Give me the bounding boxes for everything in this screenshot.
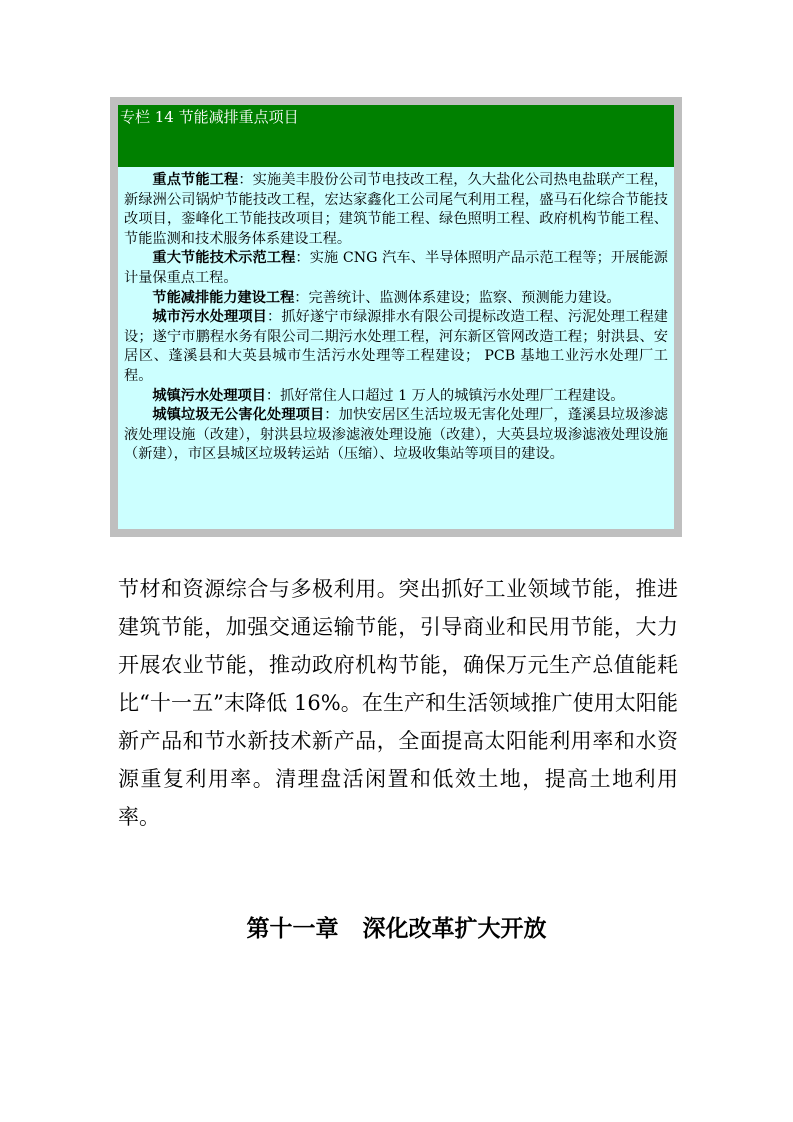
feature-item [124, 406, 668, 465]
feature-item-head: 重点节能工程 [152, 172, 239, 188]
feature-box [110, 97, 682, 537]
chapter-heading: 第十一章 深化改革扩大开放 [246, 916, 547, 942]
body-paragraph: 节材和资源综合与多极利用。突出抓好工业领域节能，推进建筑节能，加强交通运输节能，引导商业和民用节能，大力开展农业节能，推动政府机构节能，确保万元生产总值能耗比“十一五”末降低 16%。在生产和生活领域推广使用太阳能新产品和节水新技术新产品，全面提高太阳能利用率和水资源重复利用率。清理盘活闲置和低效土地，提高土地利用率。 [118, 577, 678, 829]
feature-item-head: 城市污水处理项目 [152, 309, 267, 326]
feature-item-text: ：实施 CNG 汽车、半导体照明产品示范工程等；开展能源计量保重点工程。 [124, 250, 668, 286]
feature-item-text: ：抓好遂宁市绿源排水有限公司提标改造工程、污泥处理工程建设；遂宁市鹏程水务有限公司二期污水处理工程，河东新区管网改造工程；射洪县、安居区、蓬溪县和大英县城市生活污水处理等工程建设； PCB 基地工业污水处理厂工程。 [124, 309, 668, 384]
feature-item-head: 城镇污水处理项目 [152, 387, 266, 404]
feature-item-text: ：抓好常住人口超过 1 万人的城镇污水处理厂工程建设。 [265, 387, 625, 404]
feature-item [124, 249, 668, 288]
feature-item-head: 节能减排能力建设工程 [152, 289, 295, 306]
feature-item [124, 171, 668, 249]
feature-box-title: 专栏 14 节能减排重点项目 [120, 108, 299, 126]
feature-item-text: ：实施美丰股份公司节电技改工程，久大盐化公司热电盐联产工程，新绿洲公司锅炉节能技改工程，宏达家鑫化工公司尾气利用工程，盛马石化综合节能技改项目，銮峰化工节能技改项目；建筑节能工程、绿色照明工程、政府机构节能工程、节能监测和技术服务体系建设工程。 [124, 172, 668, 247]
feature-item-head: 重大节能技术示范工程 [152, 250, 296, 267]
feature-item [124, 387, 668, 407]
feature-box-content [118, 105, 674, 529]
feature-item-text: ：完善统计、监测体系建设；监察、预测能力建设。 [294, 289, 621, 306]
feature-box-body [124, 171, 668, 465]
feature-item [124, 289, 668, 309]
feature-item [124, 308, 668, 386]
feature-item-head: 城镇垃圾无公害化处理项目 [152, 407, 325, 424]
feature-item-text: ：加快安居区生活垃圾无害化处理厂，蓬溪县垃圾渗滤液处理设施（改建），射洪县垃圾渗滤液处理设施（改建），大英县垃圾渗滤液处理设施（新建），市区县城区垃圾转运站（压缩）、垃圾收集站等项目的建设。 [124, 407, 668, 463]
feature-box-header [118, 105, 674, 167]
